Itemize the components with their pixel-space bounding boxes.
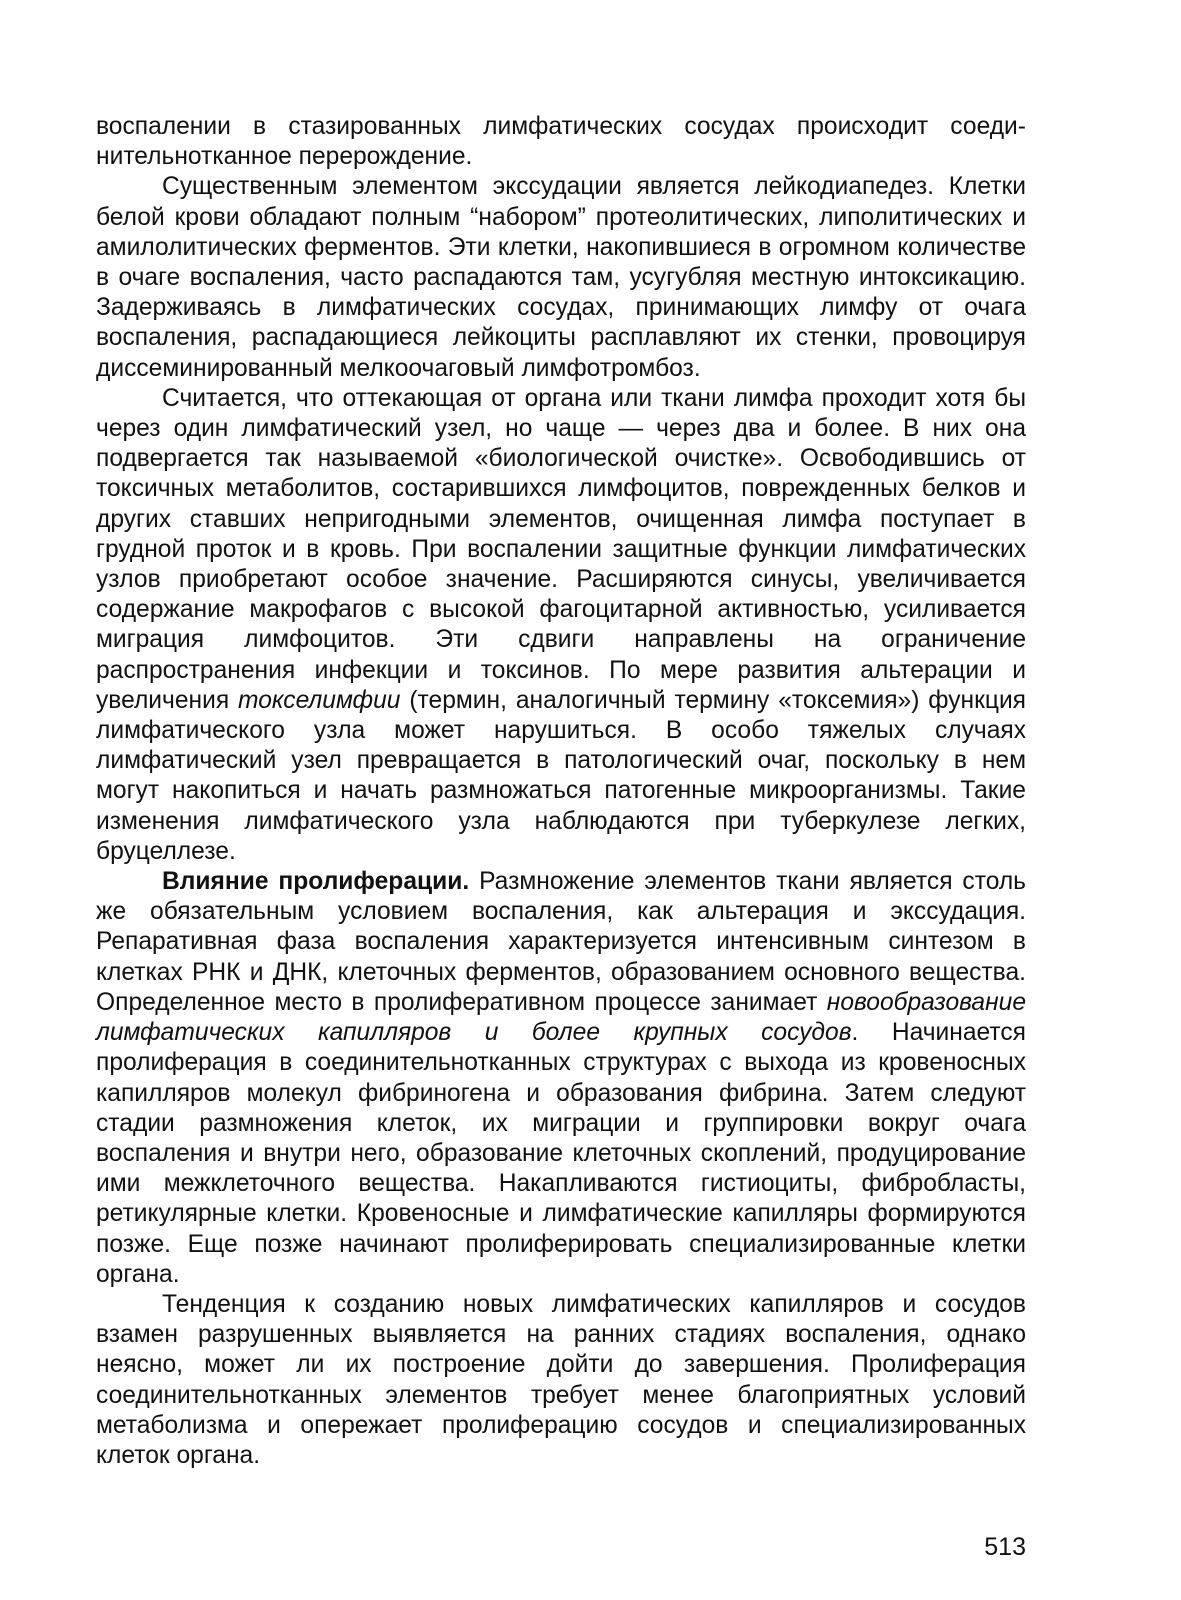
- italic-term: токселимфии: [238, 686, 401, 714]
- paragraph-lymph-node-cleaning: [96, 384, 1026, 867]
- page-body: [96, 112, 1026, 1471]
- paragraph-text: . Начинается пролиферация в соединительнотканных структурах с выхода из кровеносных капилляров молекул фибриногена и образования фибрина. Затем следуют стадии размножения клеток, их миграции и группировки вокруг очага воспаления и внутри него, образование клеточных скоплений, продуцирование ими межклеточного вещества. Накапливаются гистиоциты, фибробласты, ретикулярные клетки. Кровеносные и лимфатические капилляры формируются позже. Еще позже начинают пролиферировать специализированные клетки органа.: [96, 1019, 1026, 1288]
- paragraph-new-capillaries: Тенденция к созданию новых лимфатических капилляров и сосудов взамен разрушенных выявляется на ранних стадиях воспаления, однако неясно, может ли их построение дойти до завершения. Пролиферация соединительнотканных элементов требует менее благоприятных условий метаболизма и опережает пролиферацию сосудов и специализированных клеток органа.: [96, 1290, 1026, 1469]
- paragraph-leukodiapedesis: Существенным элементом экссудации является лейкодиапедез. Клетки белой крови обладают полным “набором” протеолитических, липолитических и амилолитических ферментов. Эти клетки, накопившиеся в огромном количестве в очаге воспаления, часто распадаются там, усугубляя местную интоксикацию. Задерживаясь в лимфатических сосудах, принимающих лимфу от очага воспаления, распадающиеся лейкоциты расплавляют их стенки, провоцируя диссеминированный мелкоочаговый лимфотромбоз.: [96, 173, 1026, 382]
- paragraph-text: (термин, аналогичный термину «токсемия») функция лимфатического узла может нарушиться. В особо тяжелых случаях лимфатический узел превращается в патологический очаг, поскольку в нем могут накопиться и начать размножаться патогенные микроорганизмы. Такие изменения лимфатического узла наблюдаются при туберкулезе легких, бруцеллезе.: [96, 686, 1027, 865]
- section-heading: Влияние пролиферации.: [162, 868, 470, 896]
- paragraph-text: Размножение элементов ткани является столь же обязательным условием воспаления, как альтерация и экссудация. Репаративная фаза воспаления характеризуется интенсивным синтезом в клетках РНК и ДНК, клеточных ферментов, образованием основного вещества. Определенное место в пролиферативном процессе занимает: [96, 868, 1026, 1016]
- paragraph-proliferation: [96, 867, 1026, 1290]
- paragraph-continuation: воспалении в стазированных лимфатических сосудах происходит соединительнотканное перерождение.: [96, 113, 1026, 171]
- italic-term: новообразование лимфатических капилляров и более крупных сосудов: [96, 988, 1026, 1047]
- paragraph-text: Считается, что оттекающая от органа или ткани лимфа проходит хотя бы через один лимфатический узел, но чаще — через два и более. В них она подвергается так называемой «биологической очистке». Освободившись от токсичных метаболитов, состарившихся лимфоцитов, поврежденных белков и других ставших непригодными элементов, очищенная лимфа поступает в грудной проток и в кровь. При воспалении защитные функции лимфатических узлов приобретают особое значение. Расширяются синусы, увеличивается содержание макрофагов с высокой фагоцитарной активностью, усиливается миграция лимфоцитов. Эти сдвиги направлены на ограничение распространения инфекции и токсинов. По мере развития альтерации и увеличения: [96, 384, 1026, 714]
- page-number: 513: [984, 1533, 1026, 1561]
